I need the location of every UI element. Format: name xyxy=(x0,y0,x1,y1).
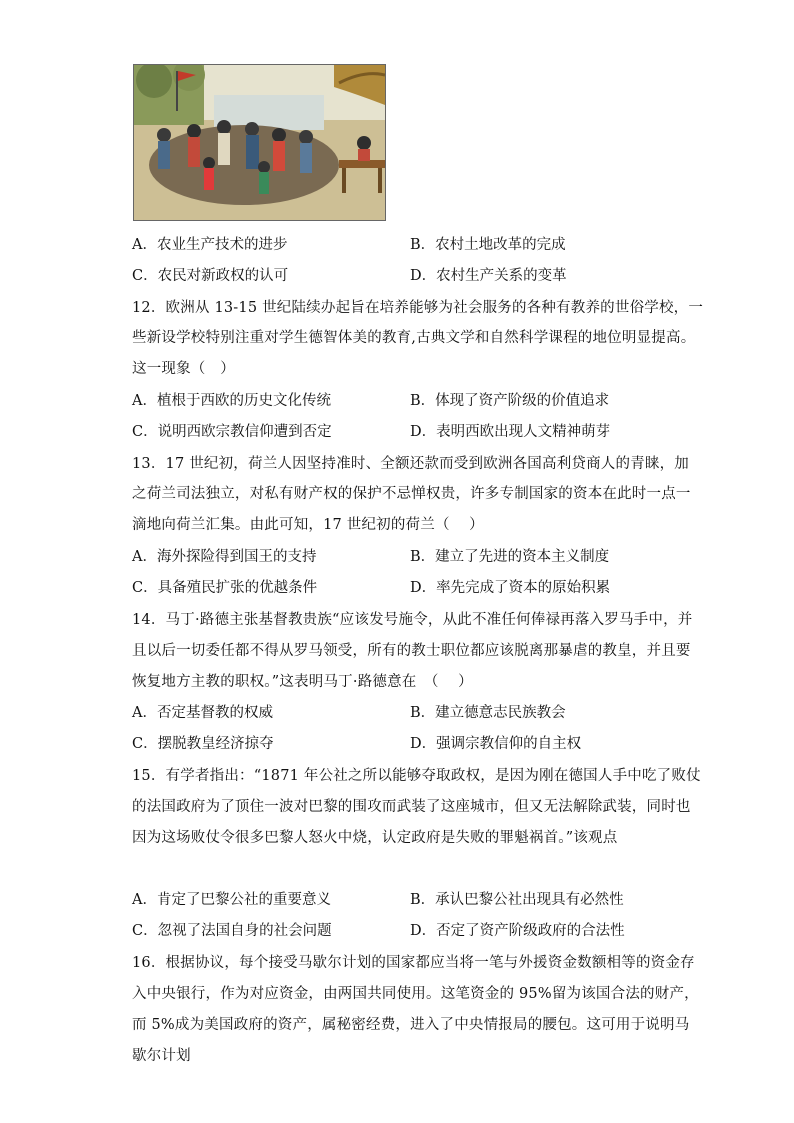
q14-stem-line-2: 且以后一切委任都不得从罗马领受，所有的教士职位都应该脱离那暴虐的教皇，并且要 xyxy=(132,643,691,659)
q15-stem-line-1: 15．有学者指出：“1871 年公社之所以能够夺取政权，是因为刚在德国人手中吃了败仗 xyxy=(132,768,701,784)
q15-option-c: C．忽视了法国自身的社会问题 xyxy=(132,923,332,939)
q16-stem-line-2: 入中央银行，作为对应资金，由两国共同使用。这笔资金的 95%留为该国合法的财产， xyxy=(132,986,699,1002)
q16-stem-line-3: 而 5%成为美国政府的资产，属秘密经费，进入了中央情报局的腰包。这可用于说明马 xyxy=(132,1017,690,1033)
q13-option-b: B．建立了先进的资本主义制度 xyxy=(410,549,610,565)
q13-stem-line-1: 13．17 世纪初，荷兰人因坚持准时、全额还款而受到欧洲各国高利贷商人的青睐，加 xyxy=(132,456,690,472)
q16-stem-line-1: 16．根据协议，每个接受马歇尔计划的国家都应当将一笔与外援资金数额相等的资金存 xyxy=(132,955,695,971)
q16-stem-line-4: 歇尔计划 xyxy=(132,1048,191,1064)
q12-option-d: D．表明西欧出现人文精神萌芽 xyxy=(410,424,611,440)
q15-option-b: B．承认巴黎公社出现具有必然性 xyxy=(410,892,624,908)
q12-option-c: C．说明西欧宗教信仰遭到否定 xyxy=(132,424,332,440)
q13-stem-line-3: 滴地向荷兰汇集。由此可知，17 世纪初的荷兰（ ） xyxy=(132,517,484,533)
q11-option-a: A．农业生产技术的进步 xyxy=(132,237,288,253)
q12-option-b: B．体现了资产阶级的价值追求 xyxy=(410,393,610,409)
q14-stem-line-3: 恢复地方主教的职权。”这表明马丁·路德意在 （ ） xyxy=(132,674,473,690)
q15-option-a: A．肯定了巴黎公社的重要意义 xyxy=(132,892,331,908)
q11-option-c: C．农民对新政权的认可 xyxy=(132,268,289,284)
q15-stem-line-2: 的法国政府为了顶住一波对巴黎的围攻而武装了这座城市，但又无法解除武装，同时也 xyxy=(132,799,691,815)
q15-stem-line-3: 因为这场败仗令很多巴黎人怒火中烧，认定政府是失败的罪魁祸首。”该观点 xyxy=(132,830,618,846)
q14-stem-line-1: 14．马丁·路德主张基督教贵族“应该发号施令，从此不准任何俸禄再落入罗马手中，并 xyxy=(132,612,693,628)
q13-stem-line-2: 之荷兰司法独立，对私有财产权的保护不忌惮权贵，许多专制国家的资本在此时一点一 xyxy=(132,486,691,502)
q12-stem-line-1: 12．欧洲从 13-15 世纪陆续办起旨在培养能够为社会服务的各种有教养的世俗学校，一 xyxy=(132,300,704,316)
q14-option-a: A．否定基督教的权威 xyxy=(132,705,273,721)
q12-option-a: A．植根于西欧的历史文化传统 xyxy=(132,393,331,409)
q14-option-c: C．摆脱教皇经济掠夺 xyxy=(132,736,274,752)
q11-option-d: D．农村生产关系的变革 xyxy=(410,268,567,284)
q12-stem-line-2: 些新设学校特别注重对学生德智体美的教育,古典文学和自然科学课程的地位明显提高。 xyxy=(132,330,696,346)
q14-option-b: B．建立德意志民族教会 xyxy=(410,705,566,721)
q11-option-b: B．农村土地改革的完成 xyxy=(410,237,566,253)
q13-option-d: D．率先完成了资本的原始积累 xyxy=(410,580,611,596)
q15-option-d: D．否定了资产阶级政府的合法性 xyxy=(410,923,625,939)
q12-stem-line-3: 这一现象（ ） xyxy=(132,361,235,377)
q14-option-d: D．强调宗教信仰的自主权 xyxy=(410,736,582,752)
q13-option-a: A．海外探险得到国王的支持 xyxy=(132,549,317,565)
q13-option-c: C．具备殖民扩张的优越条件 xyxy=(132,580,318,596)
village-crowd-illustration xyxy=(133,64,386,221)
